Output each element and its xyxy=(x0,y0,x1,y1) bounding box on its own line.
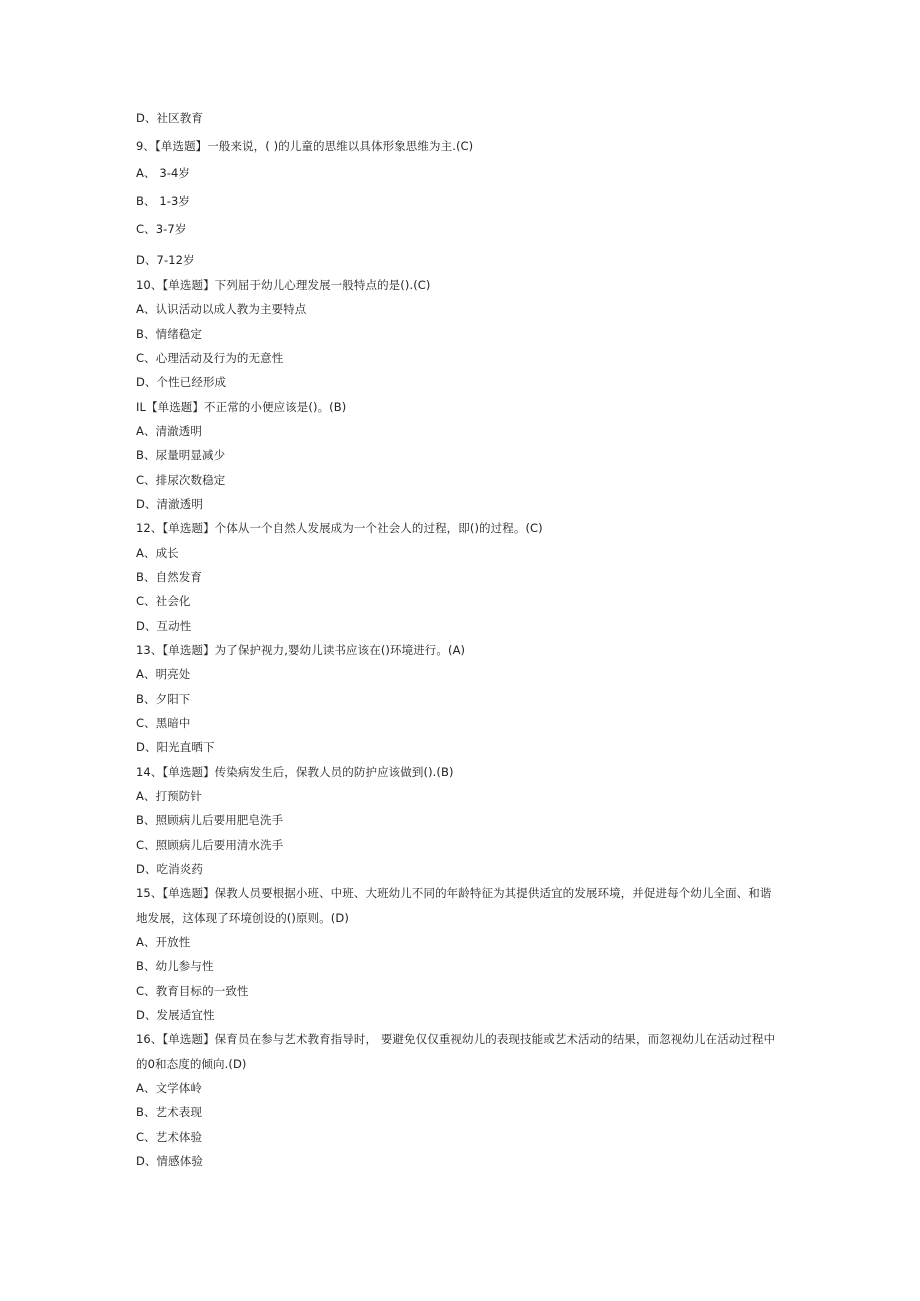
option-line: C、排尿次数稳定 xyxy=(136,473,226,487)
option-line: A、文学体岭 xyxy=(136,1081,202,1095)
option-line: C、心理活动及行为的无意性 xyxy=(136,351,284,365)
option-line: C、照顾病儿后要用清水洗手 xyxy=(136,838,284,852)
option-line: D、发展适宜性 xyxy=(136,1008,215,1022)
question-line: 12、【单选题】个体从一个自然人发展成为一个社会人的过程，即()的过程。(C) xyxy=(136,521,543,535)
option-line: D、情感体验 xyxy=(136,1154,203,1168)
option-line: C、黑暗中 xyxy=(136,716,191,730)
option-line: B、艺术表现 xyxy=(136,1105,202,1119)
option-line: B、 1-3岁 xyxy=(136,194,191,208)
option-line: C、社会化 xyxy=(136,594,191,608)
question-line: 14、【单选题】传染病发生后，保教人员的防护应该做到().(B) xyxy=(136,765,454,779)
option-line: C、艺术体验 xyxy=(136,1130,203,1144)
option-line: A、认识活动以成人教为主要特点 xyxy=(136,302,307,316)
option-line: B、尿量明显减少 xyxy=(136,448,226,462)
option-line: B、情绪稳定 xyxy=(136,327,202,341)
option-line: D、个性已经形成 xyxy=(136,375,227,389)
question-line: 15、【单选题】保教人员要根据小班、中班、大班幼儿不同的年龄特征为其提供适宜的发展环境，并促进每个幼儿全面、和谐 xyxy=(136,886,772,900)
option-line: D、吃消炎药 xyxy=(136,862,203,876)
question-line-continued: 的0和态度的倾向.(D) xyxy=(136,1057,247,1071)
option-line: B、夕阳下 xyxy=(136,692,191,706)
option-line: D、7-12岁 xyxy=(136,253,195,267)
option-line: A、开放性 xyxy=(136,935,191,949)
question-line: IL【单选题】不正常的小便应该是()。(B) xyxy=(136,400,347,414)
option-line: C、3-7岁 xyxy=(136,222,187,236)
option-line: C、教育目标的一致性 xyxy=(136,984,249,998)
option-line: A、打预防针 xyxy=(136,789,202,803)
question-line-continued: 地发展，这体现了环境创设的()原则。(D) xyxy=(136,911,349,925)
option-line: A、明亮处 xyxy=(136,667,191,681)
option-line: D、互动性 xyxy=(136,619,192,633)
question-line: 10、【单选题】下列屈于幼儿心理发展一般特点的是().(C) xyxy=(136,278,431,292)
option-line: D、阳光直晒下 xyxy=(136,740,215,754)
option-line: B、照顾病儿后要用肥皂洗手 xyxy=(136,813,284,827)
question-line: 9、【单选题】一般来说，( )的儿童的思维以具体形象思维为主.(C) xyxy=(136,139,474,153)
question-line: 16、【单选题】保育员在参与艺术教育指导时， 要避免仅仅重视幼儿的表现技能或艺术活动的结果，而忽视幼儿在活动过程中 xyxy=(136,1032,776,1046)
option-line: A、成长 xyxy=(136,546,179,560)
option-line: B、自然发育 xyxy=(136,570,202,584)
option-line: D、社区教育 xyxy=(136,111,203,125)
question-line: 13、【单选题】为了保护视力,婴幼儿读书应该在()环境进行。(A) xyxy=(136,643,466,657)
option-line: A、 3-4岁 xyxy=(136,166,191,180)
option-line: D、清澈透明 xyxy=(136,497,203,511)
option-line: B、幼儿参与性 xyxy=(136,959,214,973)
option-line: A、清澈透明 xyxy=(136,424,202,438)
